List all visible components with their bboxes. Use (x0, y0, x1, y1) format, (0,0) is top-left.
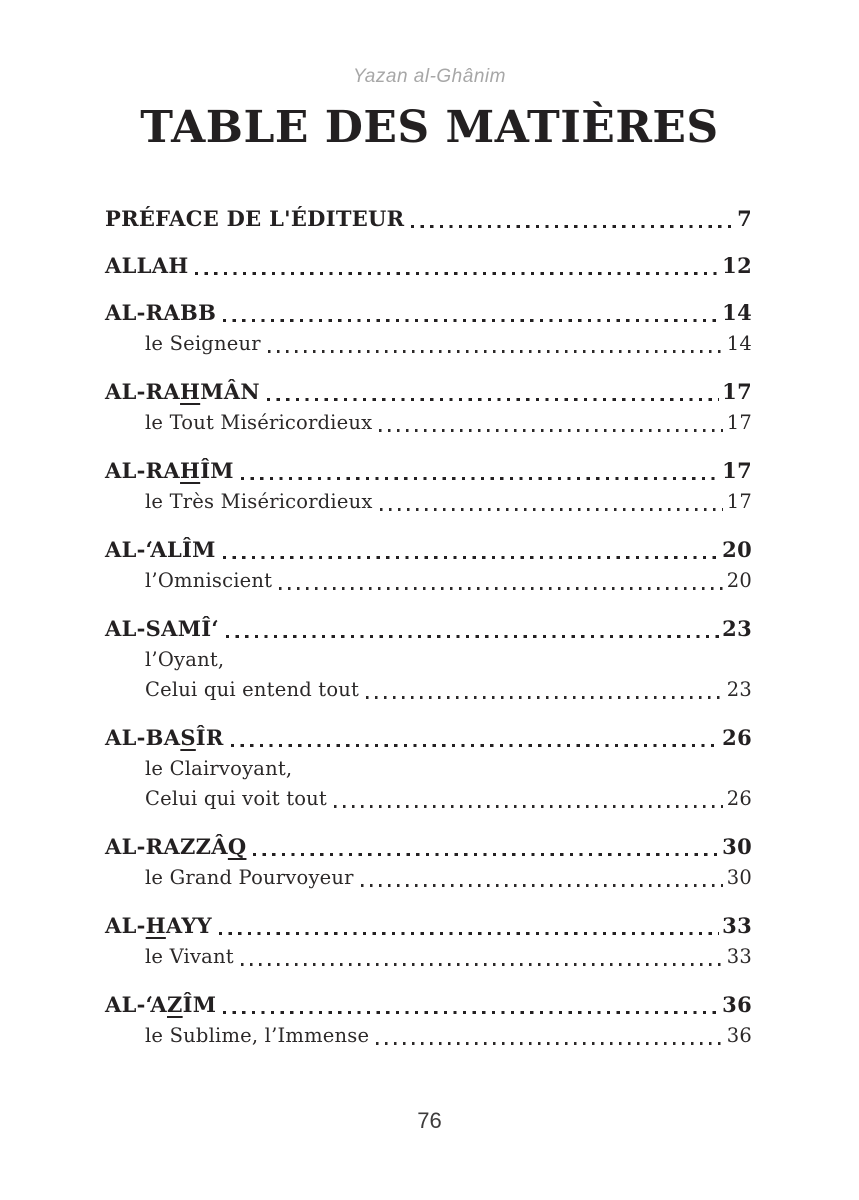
toc-entry-title (105, 615, 219, 643)
toc-entry-title-part: AL-SAMÎ‘ (105, 616, 220, 641)
toc-subentry-line: le Grand Pourvoyeur (145, 866, 354, 889)
toc-page-number: 17 (726, 411, 752, 434)
toc-entry-title-part: Z (167, 992, 183, 1017)
toc-entry (105, 457, 752, 517)
toc-entry (105, 724, 752, 814)
toc-entry-title-row (105, 299, 752, 327)
dotted-leader (253, 853, 719, 856)
dotted-leader (376, 1042, 723, 1045)
toc-entry-title-part: H (145, 913, 166, 938)
toc-entry-title-part: AL-‘A (105, 992, 167, 1017)
toc-subentry-line: l’Oyant, (145, 648, 225, 671)
toc-page-number: 20 (726, 569, 752, 592)
toc-entry-title-row (105, 912, 752, 940)
toc-entry-title-part: AL-RAZZÂ (105, 834, 228, 859)
toc-subentry-line: Celui qui entend tout (145, 678, 360, 701)
toc-subentry-line: Celui qui voit tout (145, 787, 327, 810)
toc-page-number: 17 (722, 458, 752, 483)
dotted-leader (334, 805, 723, 808)
toc-entry-title-row (105, 833, 752, 861)
toc-entry-title-row (105, 536, 752, 564)
toc-entry (105, 536, 752, 596)
toc-subentry-row (145, 942, 752, 972)
dotted-leader (241, 963, 723, 966)
toc-subentry (145, 329, 752, 359)
toc-subentry-line: le Très Miséricordieux (145, 490, 373, 513)
toc-entry-title-part: ÎM (182, 992, 217, 1017)
toc-page-number: 33 (722, 913, 752, 938)
toc-entry-title-row (105, 615, 752, 643)
toc-subentry-line: le Vivant (145, 945, 234, 968)
toc-subentry-line: l’Omniscient (145, 569, 273, 592)
toc-page-number: 30 (722, 834, 752, 859)
toc-page-number: 23 (726, 678, 752, 701)
dotted-leader (411, 225, 734, 228)
toc-entry-title-row (105, 724, 752, 752)
toc-entry (105, 252, 752, 280)
dotted-leader (223, 319, 719, 322)
toc-page-number: 12 (722, 253, 752, 278)
toc-entry (105, 991, 752, 1051)
toc-entry-title-part: AL-RA (105, 379, 181, 404)
toc-subentry-row (145, 566, 752, 596)
toc-entry-title-part: AL- (105, 913, 146, 938)
toc-page-number: 17 (722, 379, 752, 404)
toc-entry-title-part: ÎR (195, 725, 224, 750)
toc-subentry (145, 863, 752, 893)
page-title: TABLE DES MATIÈRES (140, 102, 719, 153)
toc-page-number: 26 (726, 787, 752, 810)
toc-page-number: 17 (726, 490, 752, 513)
toc-subentry-row (145, 329, 752, 359)
table-of-contents (105, 205, 752, 1070)
dotted-leader (268, 350, 723, 353)
running-header-author: Yazan al-Ghânim (353, 66, 506, 87)
dotted-leader (195, 272, 719, 275)
toc-entry-title-part: AYY (165, 913, 212, 938)
toc-subentry-row (145, 487, 752, 517)
dotted-leader (361, 884, 723, 887)
toc-entry-title-part: H (180, 458, 201, 483)
toc-subentry-row (145, 1021, 752, 1051)
toc-entry-title (105, 252, 188, 280)
toc-subentry (145, 487, 752, 517)
toc-subentry-row (145, 675, 752, 705)
toc-page-number: 20 (722, 537, 752, 562)
toc-entry-title-part: Q (227, 834, 247, 859)
dotted-leader (223, 556, 719, 559)
toc-page-number: 33 (726, 945, 752, 968)
toc-entry-title-row (105, 205, 752, 233)
toc-subentry-line: le Clairvoyant, (145, 757, 293, 780)
toc-page-number: 36 (722, 992, 752, 1017)
toc-entry (105, 299, 752, 359)
toc-subentry-row (145, 863, 752, 893)
toc-entry-title-row (105, 252, 752, 280)
toc-page-number: 23 (722, 616, 752, 641)
toc-entry-title (105, 205, 404, 233)
page-number: 76 (417, 1108, 442, 1133)
toc-entry-title (105, 991, 216, 1019)
dotted-leader (231, 744, 719, 747)
toc-subentry-line: le Sublime, l’Immense (145, 1024, 370, 1047)
toc-page-number: 14 (726, 332, 752, 355)
toc-subentry-line: le Tout Miséricordieux (145, 411, 373, 434)
toc-entry (105, 205, 752, 233)
toc-subentry (145, 408, 752, 438)
dotted-leader (279, 587, 723, 590)
toc-subentry (145, 754, 752, 814)
toc-subentry (145, 645, 752, 705)
toc-entry-title-part: H (180, 379, 201, 404)
dotted-leader (366, 696, 723, 699)
dotted-leader (219, 932, 719, 935)
dotted-leader (226, 635, 719, 638)
toc-entry-title-part: AL-BA (105, 725, 181, 750)
toc-entry-title-part: ALLAH (105, 253, 189, 278)
toc-entry (105, 378, 752, 438)
toc-subentry (145, 1021, 752, 1051)
toc-entry-title-part: AL-‘ALÎM (105, 537, 216, 562)
toc-page-number: 7 (737, 206, 752, 231)
toc-entry-title (105, 536, 216, 564)
toc-entry (105, 833, 752, 893)
toc-entry-title-part: S (180, 725, 196, 750)
toc-entry-title (105, 457, 234, 485)
toc-entry-title (105, 378, 260, 406)
toc-entry-title (105, 299, 216, 327)
toc-entry-title-row (105, 457, 752, 485)
toc-entry-title (105, 833, 246, 861)
toc-entry-title-part: AL-RA (105, 458, 181, 483)
toc-subentry-line: le Seigneur (145, 332, 261, 355)
toc-entry-title-part: PRÉFACE DE L'ÉDITEUR (105, 206, 405, 231)
toc-entry (105, 912, 752, 972)
toc-entry-title-part: AL-RABB (105, 300, 217, 325)
toc-entry-title-row (105, 991, 752, 1019)
toc-subentry (145, 566, 752, 596)
toc-entry-title (105, 724, 224, 752)
toc-entry (105, 615, 752, 705)
toc-subentry-row (145, 408, 752, 438)
dotted-leader (267, 398, 719, 401)
toc-page-number: 14 (722, 300, 752, 325)
dotted-leader (241, 477, 719, 480)
toc-entry-title (105, 912, 212, 940)
toc-entry-title-part: MÂN (200, 379, 260, 404)
toc-page-number: 30 (726, 866, 752, 889)
dotted-leader (379, 429, 722, 432)
dotted-leader (380, 508, 723, 511)
toc-subentry-row (145, 784, 752, 814)
toc-page-number: 36 (726, 1024, 752, 1047)
toc-entry-title-part: ÎM (200, 458, 234, 483)
toc-page-number: 26 (722, 725, 752, 750)
toc-subentry (145, 942, 752, 972)
dotted-leader (223, 1011, 719, 1014)
toc-entry-title-row (105, 378, 752, 406)
